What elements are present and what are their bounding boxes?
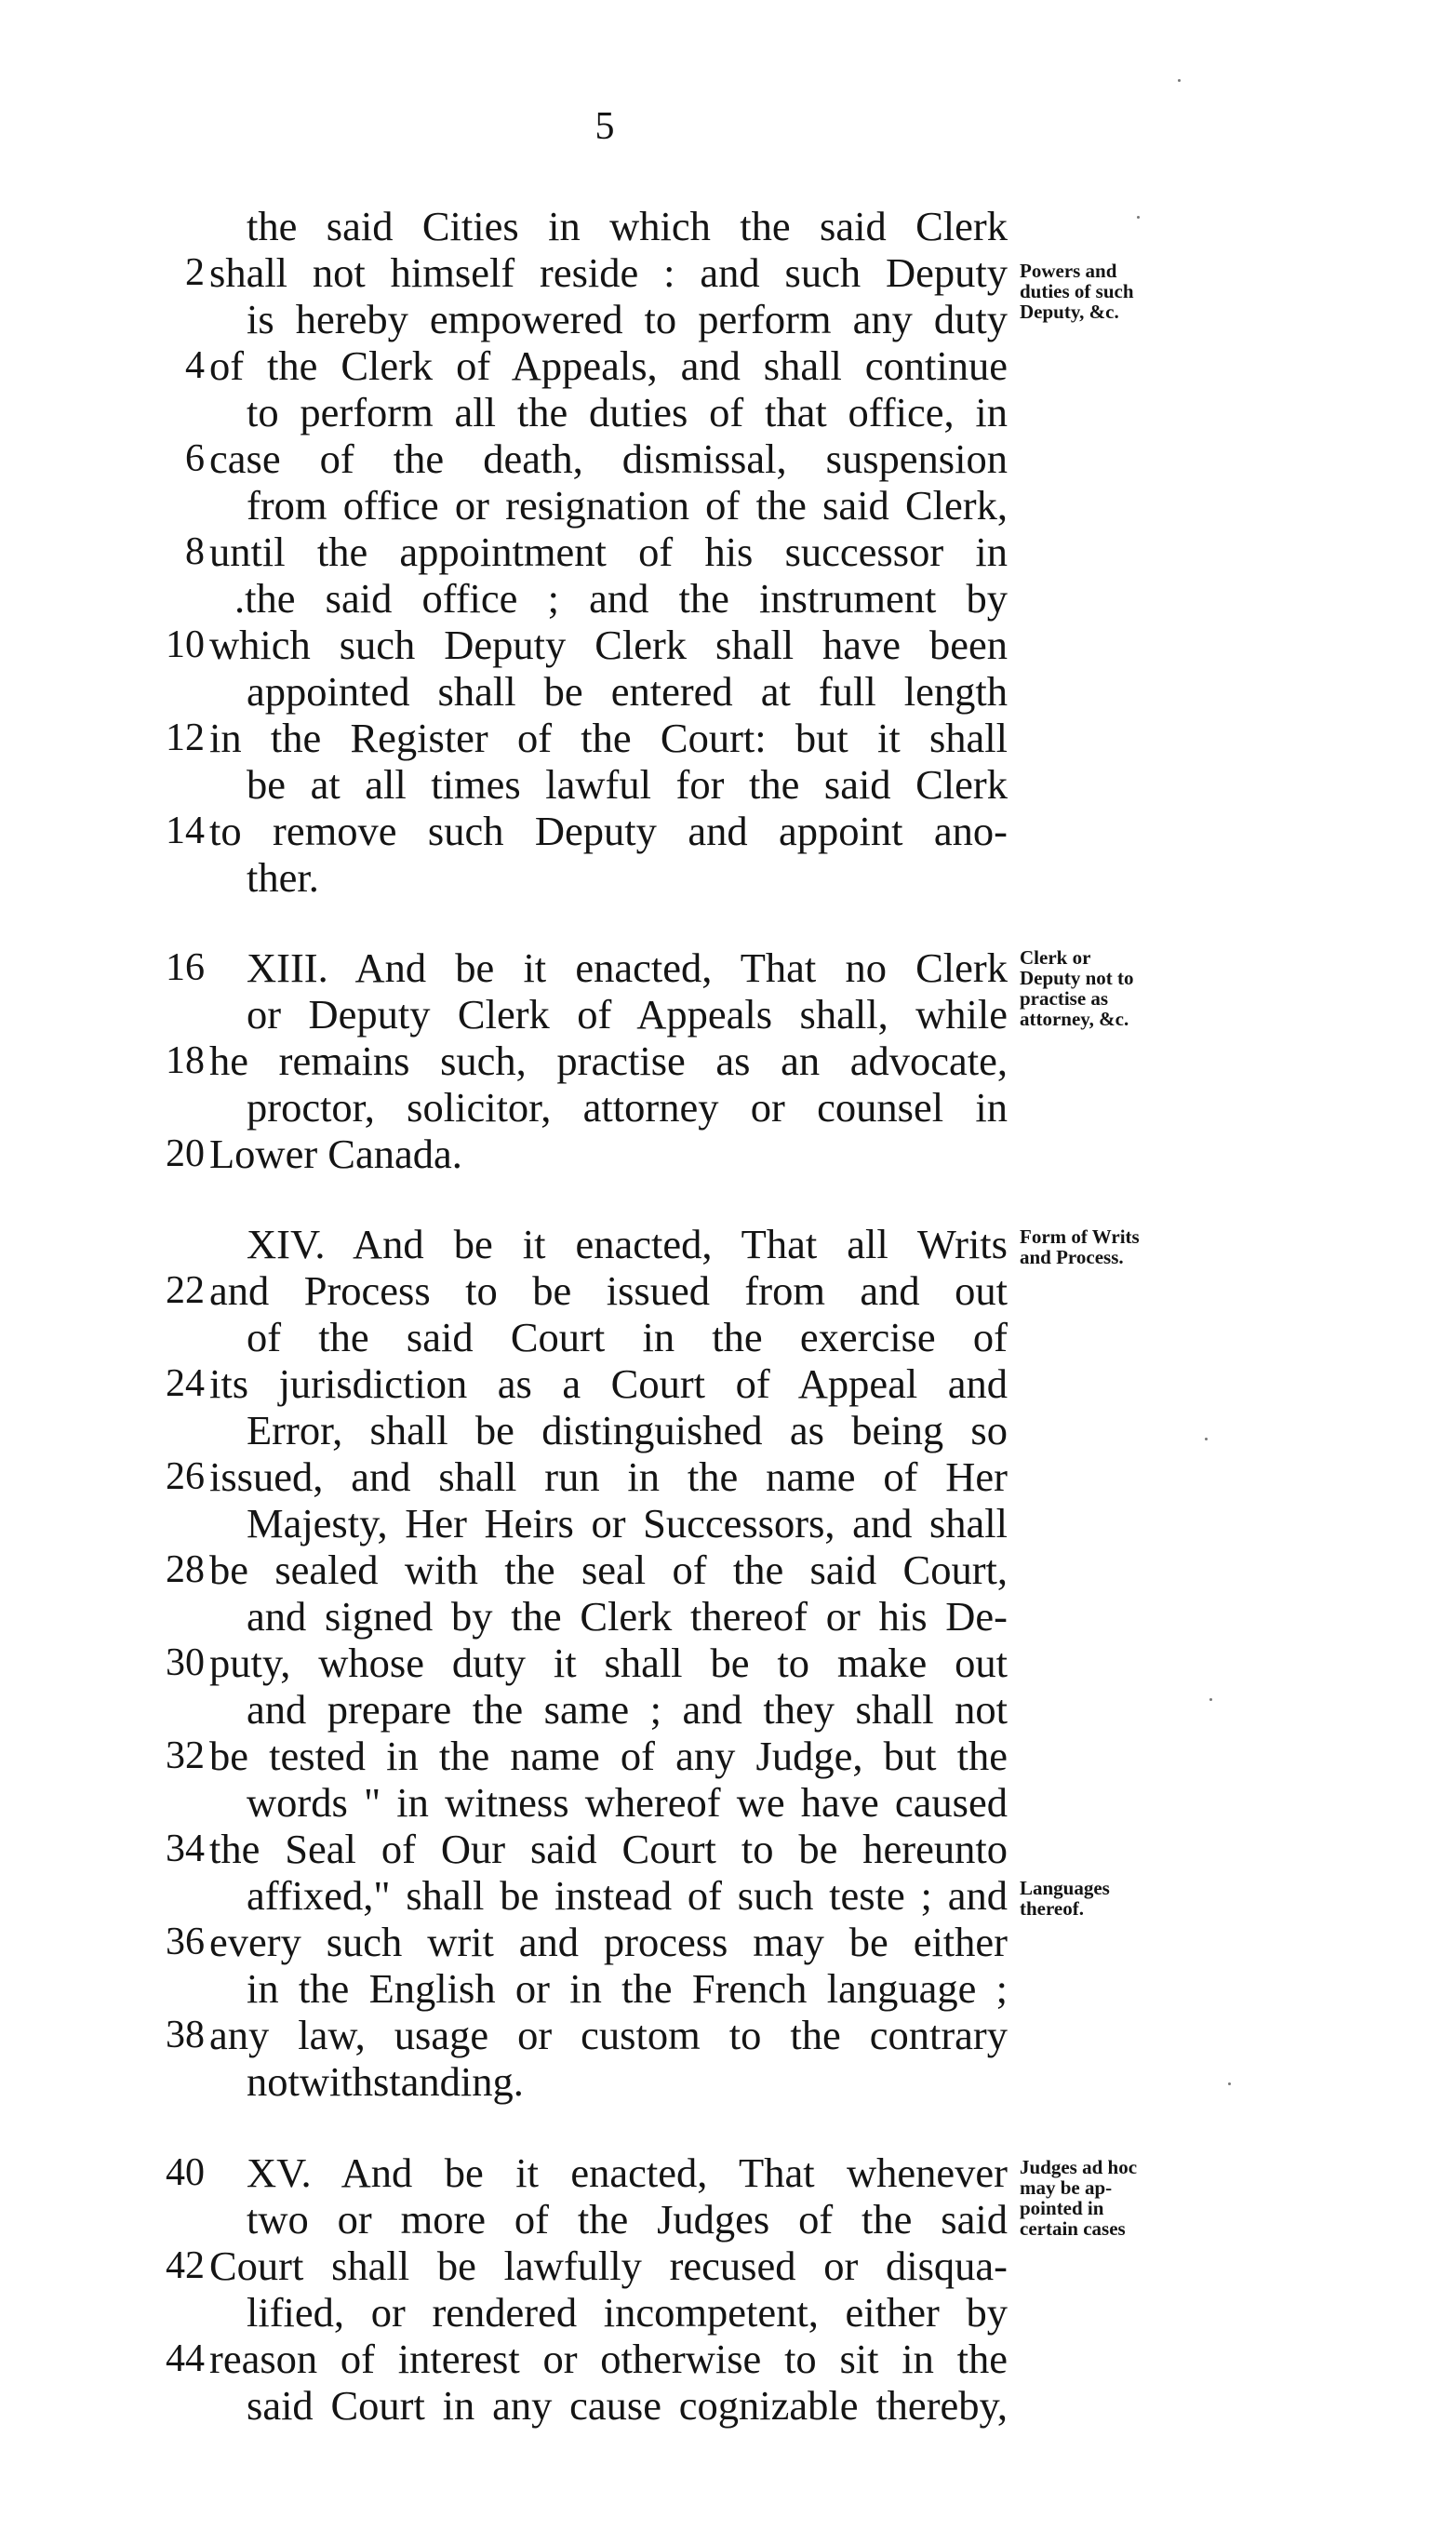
line-number: 28 — [166, 1548, 205, 1591]
line-text: to remove such Deputy and appoint ano- — [209, 808, 1008, 854]
line-text: ther. — [247, 854, 319, 901]
line-text: Error, shall be distinguished as being so — [247, 1407, 1008, 1453]
line-text: two or more of the Judges of the said — [247, 2196, 1008, 2243]
line-text: of the Clerk of Appeals, and shall continue — [209, 342, 1008, 389]
margin-note-line: duties of such — [1020, 280, 1134, 302]
line-text: XIII. And be it enacted, That no Clerk — [247, 944, 1008, 991]
line-text: every such writ and process may be either — [209, 1919, 1008, 1965]
line-text: be at all times lawful for the said Clerk — [247, 761, 1008, 808]
margin-note-judges — [1020, 2157, 1243, 2239]
line-text: .the said office ; and the instrument by — [234, 575, 1008, 622]
line-number: 10 — [166, 623, 205, 666]
line-text: Court shall be lawfully recused or disqua- — [209, 2243, 1008, 2289]
margin-note-line: Deputy not to — [1020, 967, 1134, 989]
scan-speck — [1137, 216, 1140, 219]
line-number: 22 — [166, 1269, 205, 1312]
line-text: in the Register of the Court: but it shall — [209, 715, 1008, 761]
line-text: XIV. And be it enacted, That all Writs — [247, 1221, 1008, 1267]
margin-note-line: and Process. — [1020, 1246, 1124, 1268]
line-number: 34 — [166, 1828, 205, 1870]
margin-note-line: attorney, &c. — [1020, 1008, 1129, 1030]
margin-note-line: Judges ad hoc — [1020, 2156, 1138, 2178]
line-text: notwithstanding. — [247, 2058, 524, 2105]
line-number: 26 — [166, 1455, 205, 1498]
line-text: or Deputy Clerk of Appeals shall, while — [247, 991, 1008, 1038]
margin-note-line: practise as — [1020, 987, 1109, 1010]
line-number: 20 — [166, 1132, 205, 1175]
line-text: to perform all the duties of that office, in — [247, 389, 1008, 435]
line-text: Lower Canada. — [209, 1131, 462, 1177]
line-text: be sealed with the seal of the said Court, — [209, 1546, 1008, 1593]
margin-note-line: Deputy, &c. — [1020, 301, 1119, 323]
line-number: 44 — [166, 2337, 205, 2380]
margin-note-clerk — [1020, 947, 1243, 1029]
line-text: of the said Court in the exercise of — [247, 1314, 1008, 1360]
line-text: affixed," shall be instead of such teste ; and — [247, 1872, 1008, 1919]
line-text: is hereby empowered to perform any duty — [247, 296, 1008, 342]
line-number: 36 — [166, 1921, 205, 1963]
line-text: words " in witness whereof we have caused — [247, 1779, 1008, 1826]
line-text: case of the death, dismissal, suspension — [209, 435, 1008, 482]
line-text: shall not himself reside : and such Deputy — [209, 249, 1008, 296]
line-number: 16 — [166, 946, 205, 989]
line-text: XV. And be it enacted, That whenever — [247, 2149, 1008, 2196]
line-number: 8 — [185, 530, 205, 573]
scan-speck — [1228, 2082, 1231, 2085]
line-number: 40 — [166, 2151, 205, 2194]
line-number: 24 — [166, 1362, 205, 1405]
line-text: which such Deputy Clerk shall have been — [209, 622, 1008, 668]
line-number: 42 — [166, 2244, 205, 2287]
line-text: appointed shall be entered at full length — [247, 668, 1008, 715]
line-text: and Process to be issued from and out — [209, 1267, 1008, 1314]
line-number: 12 — [166, 716, 205, 759]
margin-note-line: may be ap- — [1020, 2176, 1113, 2199]
line-number: 18 — [166, 1039, 205, 1082]
line-text: issued, and shall run in the name of Her — [209, 1453, 1008, 1500]
line-text: the Seal of Our said Court to be hereunto — [209, 1826, 1008, 1872]
line-text: its jurisdiction as a Court of Appeal and — [209, 1360, 1008, 1407]
margin-note-line: certain cases — [1020, 2217, 1126, 2240]
line-text: until the appointment of his successor in — [209, 529, 1008, 575]
margin-note-line: Form of Writs — [1020, 1225, 1140, 1248]
scan-speck — [1178, 79, 1181, 82]
line-number: 2 — [185, 251, 205, 294]
line-text: lified, or rendered incompetent, either by — [247, 2289, 1008, 2336]
margin-note-line: thereof. — [1020, 1897, 1084, 1920]
margin-note-line: Languages — [1020, 1877, 1110, 1899]
margin-note-powers — [1020, 261, 1243, 322]
line-text: the said Cities in which the said Clerk — [247, 203, 1008, 249]
line-text: he remains such, practise as an advocate, — [209, 1038, 1008, 1084]
line-text: puty, whose duty it shall be to make out — [209, 1640, 1008, 1686]
line-text: said Court in any cause cognizable thereby, — [247, 2382, 1008, 2429]
line-number: 4 — [185, 344, 205, 387]
margin-note-languages — [1020, 1878, 1243, 1919]
margin-note-line: Powers and — [1020, 260, 1117, 282]
line-text: be tested in the name of any Judge, but the — [209, 1733, 1008, 1779]
margin-note-form — [1020, 1226, 1243, 1267]
line-number: 32 — [166, 1734, 205, 1777]
margin-note-line: Clerk or — [1020, 946, 1091, 969]
line-text: proctor, solicitor, attorney or counsel in — [247, 1084, 1008, 1131]
line-text: from office or resignation of the said Clerk, — [247, 482, 1008, 529]
line-text: reason of interest or otherwise to sit in the — [209, 2336, 1008, 2382]
margin-note-line: pointed in — [1020, 2197, 1104, 2219]
line-number: 38 — [166, 2014, 205, 2056]
line-number: 30 — [166, 1641, 205, 1684]
scan-speck — [1205, 1438, 1208, 1440]
line-text: in the English or in the French language ; — [247, 1965, 1008, 2012]
page-number: 5 — [594, 105, 615, 148]
line-number: 14 — [166, 810, 205, 852]
line-text: and signed by the Clerk thereof or his De- — [247, 1593, 1008, 1640]
line-text: any law, usage or custom to the contrary — [209, 2012, 1008, 2058]
line-text: Majesty, Her Heirs or Successors, and shall — [247, 1500, 1008, 1546]
line-number: 6 — [185, 437, 205, 480]
line-text: and prepare the same ; and they shall not — [247, 1686, 1008, 1733]
scan-speck — [1209, 1698, 1212, 1701]
